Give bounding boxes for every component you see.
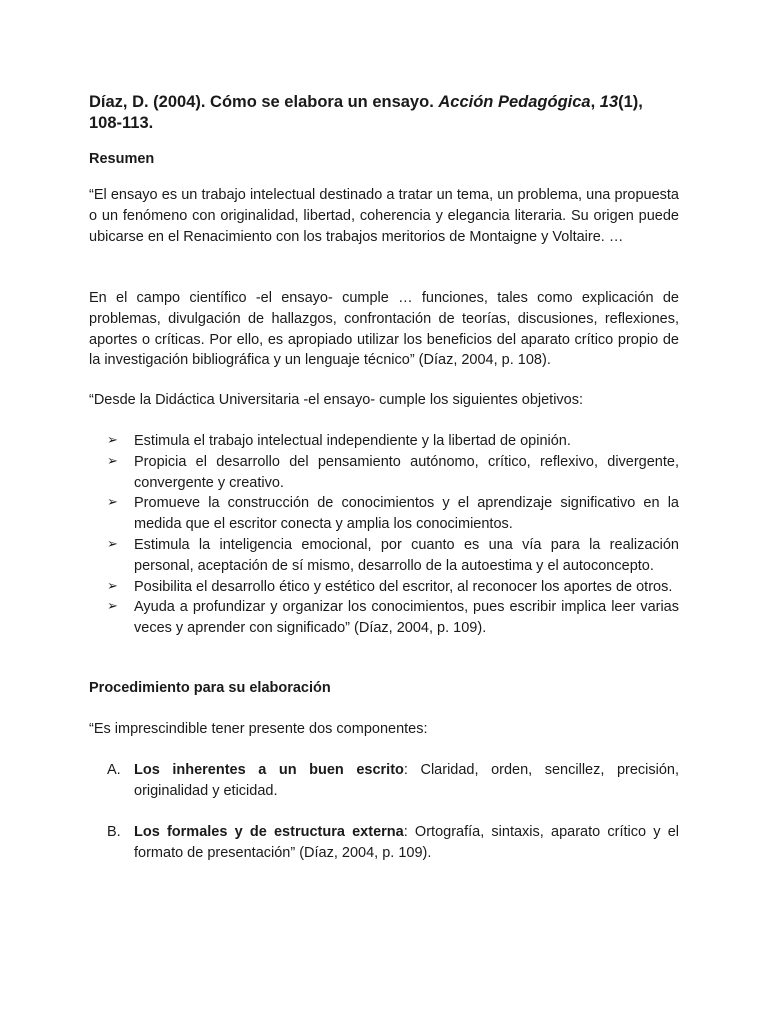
list-letter: B. [107, 824, 121, 840]
component-text: : Ortografía, sintaxis, aparato crítico y el formato de presentación” (Díaz, 2004, p. 109). [134, 824, 679, 861]
list-item [107, 535, 679, 577]
arrow-bullet-icon: ➢ [107, 433, 118, 448]
procedure-heading: Procedimiento para su elaboración [89, 680, 331, 696]
component-text: : Claridad, orden, sencillez, precisión, originalidad y eticidad. [134, 762, 680, 799]
list-item [107, 431, 679, 452]
list-item [107, 452, 679, 494]
objective-text: Ayuda a profundizar y organizar los conocimientos, pues escribir implica leer varias veces y aprender con significado” (Díaz, 2004, p. 109). [134, 599, 679, 637]
objective-text: Estimula la inteligencia emocional, por cuanto es una vía para la realización personal, aceptación de sí mismo, desarrollo de la autoestima y el autoconcepto. [134, 536, 679, 574]
objective-text: Propicia el desarrollo del pensamiento autónomo, crítico, reflexivo, divergente, convergente y creativo. [134, 453, 679, 491]
paragraph-components-intro: “Es imprescindible tener presente dos componentes: [89, 721, 428, 737]
component-b-list [107, 822, 679, 864]
arrow-bullet-icon: ➢ [107, 599, 118, 615]
arrow-bullet-icon: ➢ [107, 495, 118, 511]
paragraph-objectives-intro: “Desde la Didáctica Universitaria -el ensayo- cumple los siguientes objetivos: [89, 392, 584, 408]
citation-pages: (1), 108-113. [89, 93, 643, 132]
list-item [107, 822, 679, 864]
objectives-list [107, 431, 679, 639]
journal-volume: 13 [599, 93, 619, 111]
citation-separator: , [590, 93, 600, 111]
list-letter: A. [107, 762, 121, 778]
list-item [107, 760, 679, 802]
paragraph-definition: “El ensayo es un trabajo intelectual destinado a tratar un tema, un problema, una propuesta o un fenómeno con originalidad, libertad, coherencia y elegancia literaria. Su origen puede ubicarse en el Renacimiento con los trabajos meritorios de Montaigne y Voltaire. … [89, 187, 679, 245]
objective-text: Posibilita el desarrollo ético y estético del escritor, al reconocer los aportes de otros. [134, 578, 673, 595]
list-item [107, 493, 679, 535]
component-term: Los inherentes a un buen escrito [134, 762, 404, 778]
list-item [107, 597, 679, 639]
arrow-bullet-icon: ➢ [107, 453, 118, 469]
paragraph-scientific-field: En el campo científico -el ensayo- cumple … funciones, tales como explicación de problemas, divulgación de hallazgos, confrontación de teorías, discusiones, reflexiones, aportes o críticas. Por ello, es apropiado utilizar los beneficios del aparato crítico propio de la investigación bibliográfica y un lenguaje técnico” (Díaz, 2004, p. 108). [89, 290, 679, 369]
resumen-heading: Resumen [89, 151, 155, 167]
arrow-bullet-icon: ➢ [107, 578, 118, 594]
objective-text: Promueve la construcción de conocimientos y el aprendizaje significativo en la medida que el escritor conecta y amplia los conocimientos. [134, 495, 679, 533]
journal-name: Acción Pedagógica [438, 93, 591, 111]
citation-title [89, 92, 679, 134]
arrow-bullet-icon: ➢ [107, 536, 118, 552]
component-term: Los formales y de estructura externa [134, 824, 404, 840]
component-a-list [107, 760, 679, 802]
list-item [107, 577, 679, 598]
objective-text: Estimula el trabajo intelectual independiente y la libertad de opinión. [134, 433, 571, 449]
citation-text: Díaz, D. (2004). Cómo se elabora un ensayo. [89, 93, 439, 111]
